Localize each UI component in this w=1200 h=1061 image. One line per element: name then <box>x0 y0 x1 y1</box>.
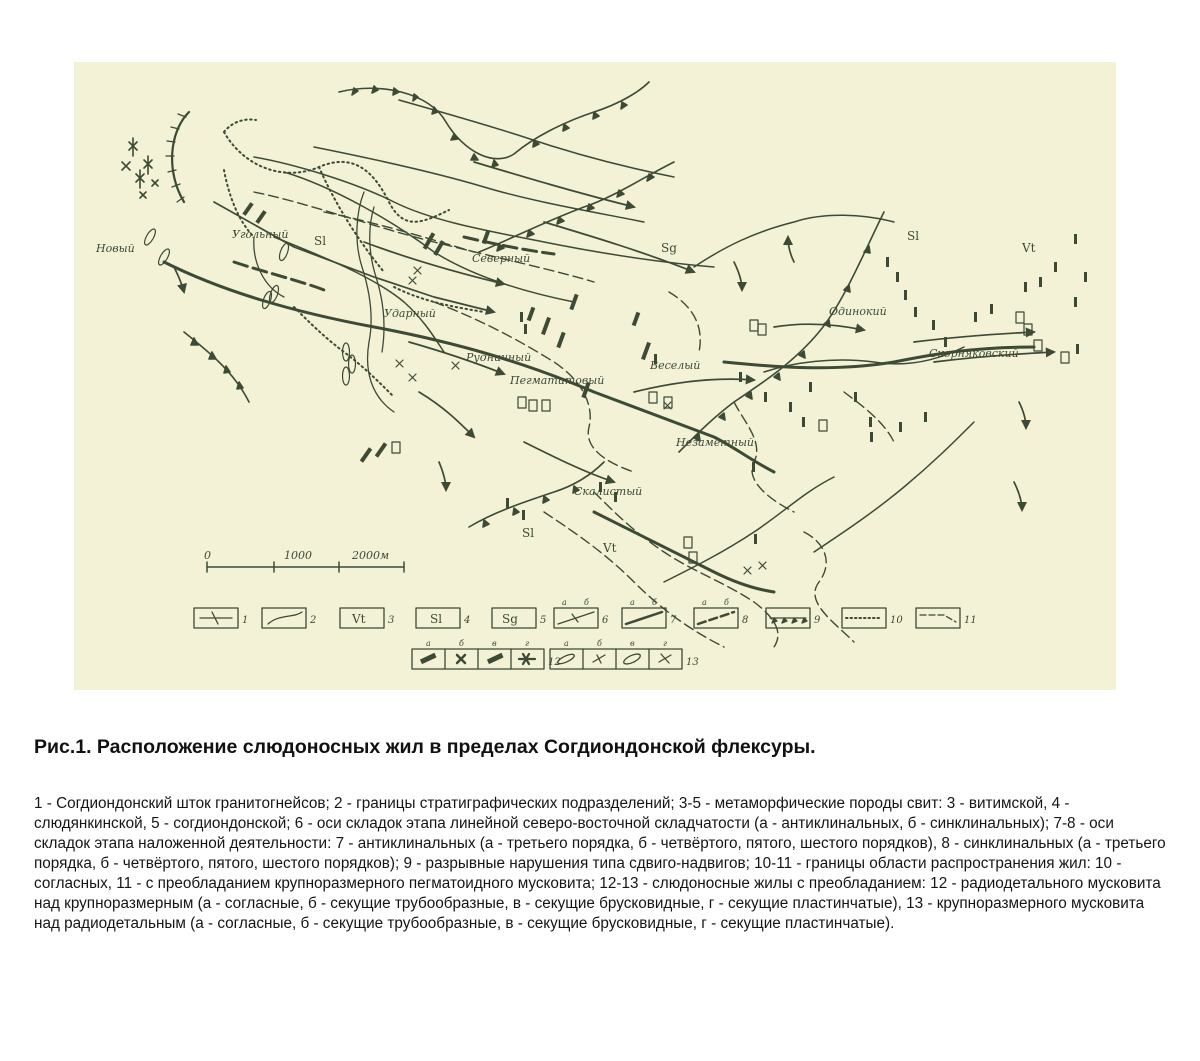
legend-unit: Sl <box>430 612 443 626</box>
figure-caption-title: Рис.1. Расположение слюдоносных жил в пределах Согдиондонской флексуры. <box>34 736 816 758</box>
synclinal-axes <box>164 237 1034 592</box>
scale-bar <box>207 562 404 572</box>
scale-end: 2000м <box>352 549 390 562</box>
stratigraphic-boundaries <box>254 100 974 582</box>
unit-label-vt: Vt <box>603 541 617 555</box>
legend-sub: а <box>630 598 635 607</box>
place-label-udarny: Ударный <box>384 307 436 320</box>
legend-sub: б <box>597 639 602 648</box>
place-label-vesely: Веселый <box>650 359 701 372</box>
place-label-skalisty: Скалистый <box>574 485 643 498</box>
place-label-rudnichny: Рудничный <box>466 351 532 364</box>
legend-num: 11 <box>964 615 977 626</box>
unit-label-sl: Sl <box>522 526 535 540</box>
legend-unit: Vt <box>352 612 366 626</box>
unit-label-sg: Sg <box>661 241 677 255</box>
legend-unit: Sg <box>502 612 518 626</box>
map-drawing <box>74 62 1116 690</box>
legend-sub: г <box>663 639 668 648</box>
place-label-novy: Новый <box>96 242 135 255</box>
unit-label-sl: Sl <box>907 229 920 243</box>
unit-labels <box>314 229 1036 555</box>
legend-num: 10 <box>890 615 903 626</box>
place-label-odinokiy: Одинокий <box>829 305 887 318</box>
thrust-faults <box>184 82 884 527</box>
legend-num: 8 <box>742 615 749 626</box>
scale-labels <box>204 549 389 562</box>
legend-sub: б <box>724 598 729 607</box>
scale-zero: 0 <box>204 549 211 562</box>
place-label-ugolny: Угольный <box>232 228 289 241</box>
legend-num: 5 <box>540 615 547 626</box>
legend-num: 4 <box>464 615 471 626</box>
legend-num: 2 <box>310 615 317 626</box>
legend-sub: а <box>702 598 707 607</box>
legend-sub: б <box>584 598 589 607</box>
geological-map <box>74 62 1116 690</box>
place-label-nezametny: Незаметный <box>676 436 755 449</box>
unit-label-sl: Sl <box>314 234 327 248</box>
mica-veins-large <box>142 227 1069 574</box>
legend-num: 1 <box>242 615 249 626</box>
legend-num: 6 <box>602 615 609 626</box>
legend-num: 9 <box>814 615 821 626</box>
fold-axes <box>174 162 1054 510</box>
figure-caption-text: 1 - Согдиондонский шток гранитогнейсов; 2 - границы стратиграфических подразделений; 3-5 - метаморфические породы свит: 3 - витимской, 4 - слюдянкинской, 5 - согдиондонской; 6 - оси складок этапа линейной северо-восточной складчатости (а - антиклинальных, б - синклинальных); 7-8 - оси складок этапа наложенной деятельности: 7 - антиклинальных (а - третьего порядка, б - четвёртого, пятого, шестого порядков), 8 - синклинальных (а - третьего порядка, б - четвёртого, пятого, шестого порядков); 9 - разрывные нарушения типа сдвиго-надвигов; 10-11 - границы области распространения жил: 10 - согласных, 11 - с преобладанием крупноразмерного пегматоидного мусковита; 12-13 - слюдоносные жилы с преобладанием: 12 - радиодетального мусковита над крупноразмерным (а - согласные, б - секущие трубообразные, в - секущие брусковидные, г - секущие пластинчатые), 13 - крупноразмерного мусковита над радиодетальным (а - согласные, б - секущие трубообразные, в - секущие брусковидные, г - секущие пластинчатые). <box>34 795 1166 932</box>
legend-num: 12 <box>548 657 561 668</box>
legend-num: 3 <box>388 615 395 626</box>
legend-num: 7 <box>670 615 677 626</box>
legend-sub: а <box>564 639 569 648</box>
place-label-severny: Северный <box>472 252 531 265</box>
legend-num: 13 <box>686 657 699 668</box>
legend-sub: б <box>652 598 657 607</box>
legend-sub: в <box>630 639 635 648</box>
legend-sub: г <box>525 639 530 648</box>
large-mica-boundaries <box>254 192 894 647</box>
legend-sub: а <box>426 639 431 648</box>
unit-label-vt: Vt <box>1022 241 1036 255</box>
legend-sub: а <box>562 598 567 607</box>
granite-stock <box>122 112 189 202</box>
place-label-pegmatitovy: Пегматитовый <box>510 374 605 387</box>
legend-sub: б <box>459 639 464 648</box>
legend-sub: в <box>492 639 497 648</box>
legend-boxes <box>194 608 960 669</box>
scale-mid: 1000 <box>284 549 312 562</box>
place-label-skornyakovsky: Скорняковский <box>929 347 1019 360</box>
